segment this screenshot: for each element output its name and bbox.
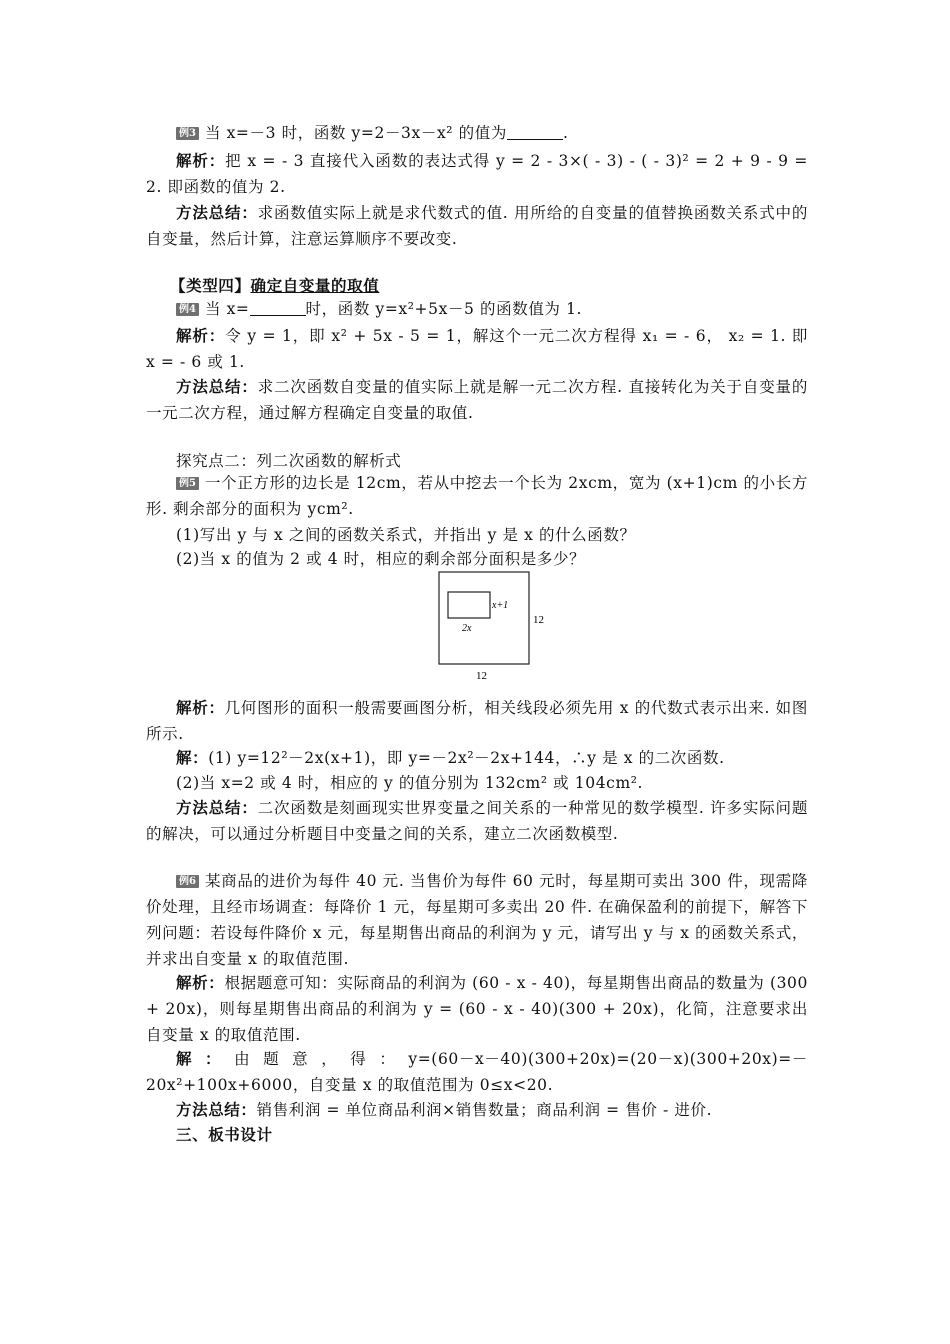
example-6-solution: 解：由题意，得：y=(60－x－40)(300+20x)=(20－x)(300+20x)=－20x²+100x+6000，自变量 x 的取值范围为 0≤x<20. — [146, 1049, 808, 1094]
example-5-question: 例5 一个正方形的边长是 12cm，若从中挖去一个长为 2xcm，宽为 (x+1)cm 的小长方形. 剩余部分的面积为 ycm². — [146, 474, 808, 518]
example-3-analysis: 解析：把 x = - 3 直接代入函数的表达式得 y = 2 - 3×( - 3) - ( - 3)² = 2 + 9 - 9 = 2. 即函数的值为 2. — [146, 151, 808, 196]
example-4-badge: 例4 — [176, 303, 199, 316]
example-3-method-summary: 方法总结：求函数值实际上就是求代数式的值. 用所给的自变量的值替换函数关系式中的自变量，然后计算，注意运算顺序不要改变. — [146, 203, 808, 248]
example-5-analysis: 解析：几何图形的面积一般需要画图分析，相关线段必须先用 x 的代数式表示出来. 如图所示. — [146, 698, 808, 743]
example-6-analysis: 解析：根据题意可知：实际商品的利润为 (60 - x - 40)，每星期售出商品的数量为 (300 + 20x)，则每星期售出商品的利润为 y = (60 - x - 40)(300 + 20x)，化简，注意要求出自变量 x 的取值范围. — [146, 973, 808, 1044]
section-3-heading: 三、板书设计 — [176, 1125, 273, 1144]
type-4-heading: 【类型四】确定自变量的取值 — [170, 276, 380, 295]
inner-rectangle — [448, 592, 490, 618]
example-4-question: 例4 当 x= 时，函数 y=x²+5x－5 的函数值为 1. — [146, 296, 808, 322]
example-6-badge: 例6 — [176, 875, 199, 888]
example-4-analysis: 解析：令 y = 1，即 x² + 5x - 5 = 1，解这个一元二次方程得 x₁ = - 6， x₂ = 1. 即 x = - 6 或 1. — [146, 326, 808, 371]
example-4-method-summary: 方法总结：求二次函数自变量的值实际上就是解一元二次方程. 直接转化为关于自变量的一元二次方程，通过解方程确定自变量的取值. — [146, 377, 808, 422]
example-5-solution-1: 解：(1) y=12²－2x(x+1)，即 y=－2x²－2x+144，∴y 是 x 的二次函数. — [176, 748, 725, 767]
example-3-badge: 例3 — [176, 127, 199, 140]
example-6-question: 例6 某商品的进价为每件 40 元. 当售价为每件 60 元时，每星期可卖出 300 件，现需降价处理，且经市场调查：每降价 1 元，每星期可多卖出 20 件. 在确保盈利的前提下，解答下列问题：若设每件降价 x 元，每星期售出商品的利润为 y 元，请写出 y 与 x 的函数关系式，并求出自变量 x 的取值范围. — [146, 872, 808, 968]
example-5-subquestion-1: (1)写出 y 与 x 之间的函数关系式，并指出 y 是 x 的什么函数？ — [176, 526, 636, 544]
example-5-subquestion-2: (2)当 x 的值为 2 或 4 时，相应的剩余部分面积是多少？ — [176, 550, 586, 568]
square-figure — [438, 571, 558, 683]
example-5-solution-2: (2)当 x=2 或 4 时，相应的 y 的值分别为 132cm² 或 104cm². — [176, 774, 644, 792]
answer-blank — [250, 301, 306, 316]
example-5-badge: 例5 — [176, 477, 199, 490]
exploration-point-2-title: 探究点二：列二次函数的解析式 — [176, 452, 402, 470]
label-rect-width: 2x — [462, 623, 472, 634]
label-square-bottom: 12 — [476, 670, 487, 682]
label-rect-height: x+1 — [492, 600, 509, 611]
label-square-side: 12 — [533, 614, 544, 626]
example-6-method-summary: 方法总结：销售利润 = 单位商品利润×销售数量；商品利润 = 售价 - 进价. — [176, 1100, 713, 1119]
example-3-question: 例3 当 x=－3 时，函数 y=2－3x－x² 的值为 . — [146, 120, 808, 146]
example-5-method-summary: 方法总结：二次函数是刻画现实世界变量之间关系的一种常见的数学模型. 许多实际问题的解决，可以通过分析题目中变量之间的关系，建立二次函数模型. — [146, 798, 808, 843]
answer-blank — [507, 125, 563, 140]
